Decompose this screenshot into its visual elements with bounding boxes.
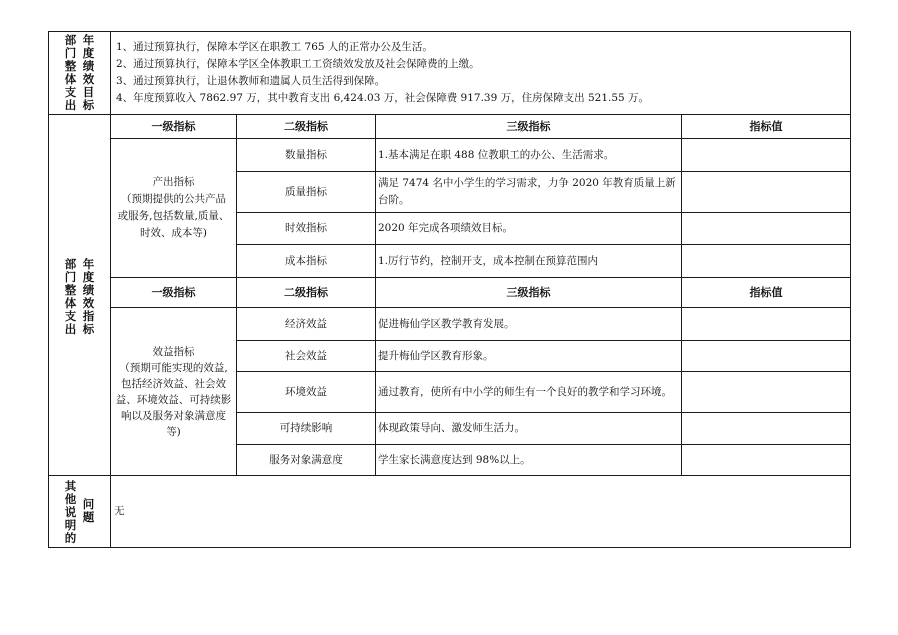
section3-label-left: 其他说明的 xyxy=(64,479,77,545)
benefit-level3-environment: 通过教育，使所有中小学的师生有一个良好的教学和学习环境。 xyxy=(378,385,672,398)
benefit-label-line: 响以及服务对象满意度 xyxy=(121,409,226,422)
output-value-timeliness xyxy=(684,213,848,244)
benefit-value-social xyxy=(684,341,848,371)
output-level3-quantity: 1.基本满足在职 488 位教职工的办公、生活需求。 xyxy=(378,148,615,161)
table-border-bottom xyxy=(48,547,851,548)
section3-content: 无 xyxy=(114,505,125,517)
output-value-cost xyxy=(684,245,848,277)
benefit-value-sustainability xyxy=(684,413,848,444)
header-value-repeat: 指标值 xyxy=(749,286,783,299)
goal-item-3: 3、通过预算执行，让退休教师和遗属人员生活得到保障。 xyxy=(116,75,386,87)
output-level2-quality: 质量指标 xyxy=(285,185,327,198)
output-level3-timeliness: 2020 年完成各项绩效目标。 xyxy=(378,222,514,234)
output-value-quantity xyxy=(684,139,848,171)
benefit-level2-satisfaction: 服务对象满意度 xyxy=(269,453,343,466)
benefit-label-line: （预期可能实现的效益, xyxy=(119,361,228,374)
header-level1-repeat: 一级指标 xyxy=(151,286,196,299)
benefit-level3-satisfaction: 学生家长满意度达到 98%以上。 xyxy=(378,453,531,466)
table-border-left xyxy=(48,31,49,548)
goal-item-4: 4、年度预算收入 7862.97 万，其中教育支出 6,424.03 万，社会保障费 917.39 万，住房保障支出 521.55 万。 xyxy=(116,92,650,104)
output-label-line: 时效、成本等) xyxy=(139,227,208,239)
output-level3-cost: 1.厉行节约，控制开支，成本控制在预算范围内 xyxy=(378,254,599,267)
benefit-level3-social: 提升梅仙学区教育形象。 xyxy=(378,349,494,362)
benefit-level2-economic: 经济效益 xyxy=(285,317,327,330)
benefit-label-line: 益、环境效益、可持续影 xyxy=(115,393,232,406)
header-value: 指标值 xyxy=(749,120,783,133)
benefit-indicator-label xyxy=(111,308,236,475)
benefit-label-line: 等) xyxy=(166,425,181,438)
output-indicator-label xyxy=(111,139,236,277)
header-level3-repeat: 三级指标 xyxy=(506,286,551,299)
header-level2-repeat: 二级指标 xyxy=(284,286,328,299)
header-level3: 三级指标 xyxy=(506,120,551,133)
table-border-right xyxy=(850,31,851,548)
section1-label-right: 年度绩效目标 xyxy=(82,33,95,112)
benefit-level2-sustainability: 可持续影响 xyxy=(279,422,333,434)
benefit-value-satisfaction xyxy=(684,445,848,475)
output-level3-quality: 满足 7474 名中小学生的学习需求，力争 2020 年教育质量上新台阶。 xyxy=(378,177,676,206)
benefit-level3-sustainability: 体现政策导向、激发师生活力。 xyxy=(378,422,525,434)
section2-label-left: 部门整体支出 xyxy=(64,257,77,336)
header-level2: 二级指标 xyxy=(284,120,328,133)
benefit-level2-environment: 环境效益 xyxy=(285,385,327,398)
goal-item-1: 1、通过预算执行，保障本学区在职教工 765 人的正常办公及生活。 xyxy=(116,41,433,53)
output-label-line: 产出指标 xyxy=(152,176,195,188)
section1-label-left: 部门整体支出 xyxy=(64,33,77,112)
table-border-top xyxy=(48,31,851,32)
output-level2-timeliness: 时效指标 xyxy=(285,222,327,234)
benefit-level3-economic: 促进梅仙学区教学教育发展。 xyxy=(378,317,515,330)
output-label-line: 或服务,包括数量,质量、 xyxy=(117,210,230,222)
benefit-label-line: 包括经济效益、社会效 xyxy=(121,377,226,390)
output-level2-quantity: 数量指标 xyxy=(285,148,327,161)
section3-label-right: 问题 xyxy=(82,497,95,524)
benefit-value-environment xyxy=(684,372,848,412)
output-label-line: （预期提供的公共产品 xyxy=(121,193,226,205)
output-level2-cost: 成本指标 xyxy=(285,254,327,267)
benefit-level2-social: 社会效益 xyxy=(285,349,327,362)
benefit-label-line: 效益指标 xyxy=(152,345,195,358)
section2-label-right: 年度绩效指标 xyxy=(82,257,95,336)
header-level1: 一级指标 xyxy=(151,120,196,133)
output-value-quality xyxy=(684,172,848,212)
goal-item-2: 2、通过预算执行，保障本学区全体教职工工资绩效发放及社会保障费的上缴。 xyxy=(116,58,480,70)
benefit-value-economic xyxy=(684,308,848,340)
